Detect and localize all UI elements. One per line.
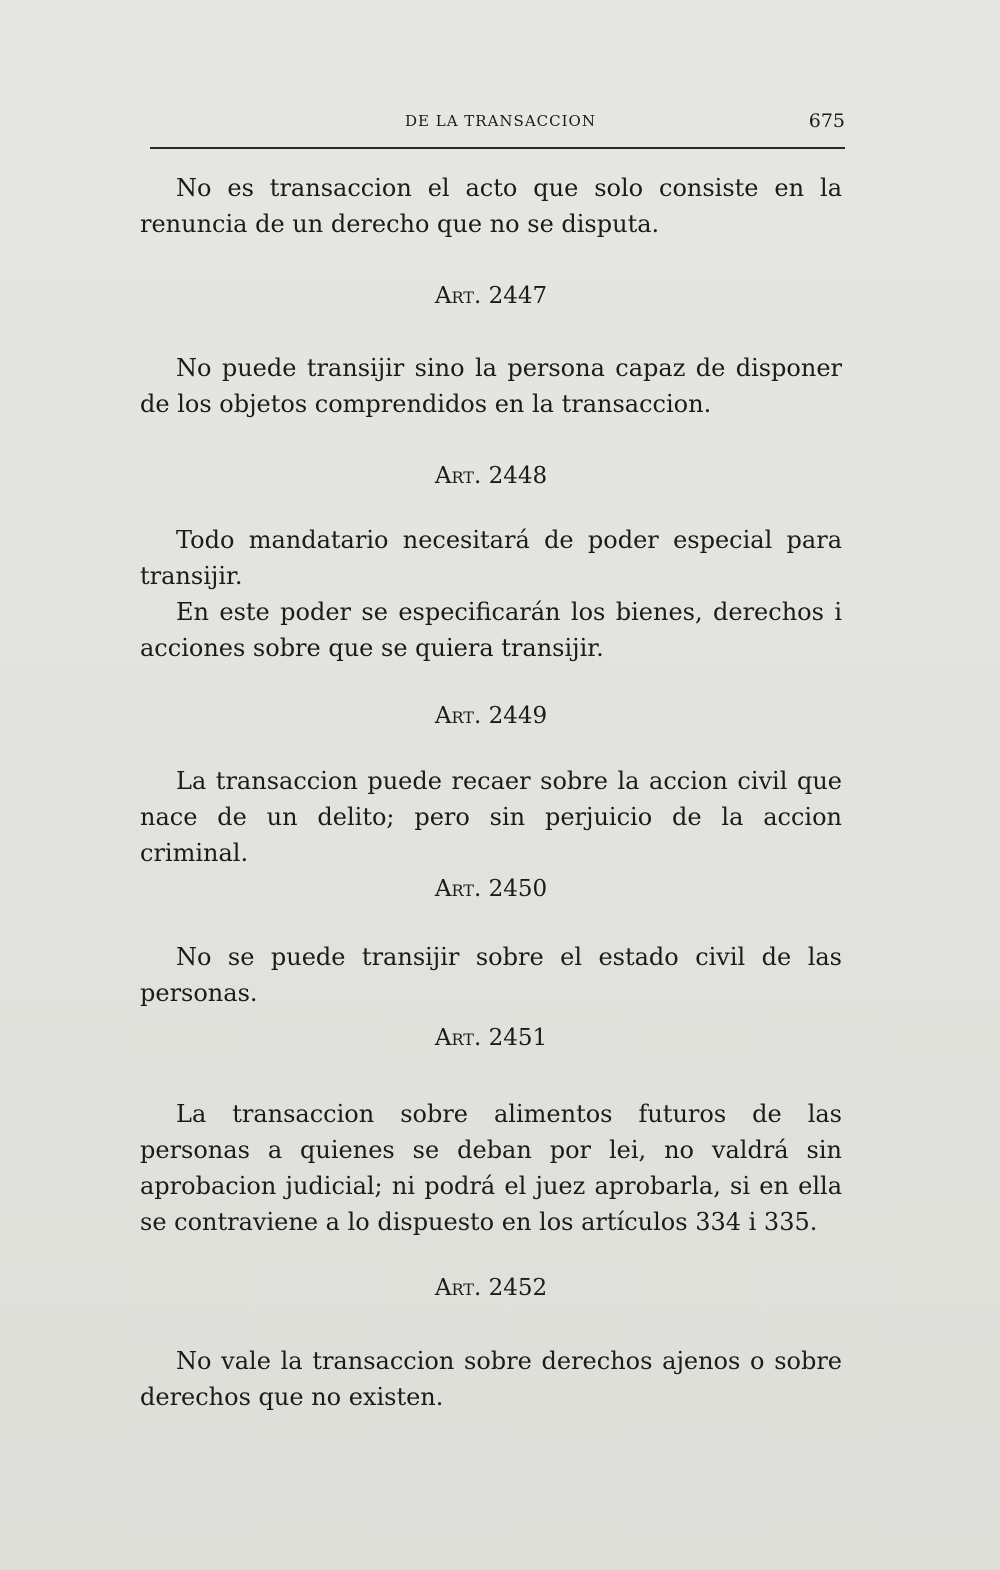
article-label: Art. (434, 1275, 482, 1301)
article-number: 2447 (488, 283, 548, 309)
article-label: Art. (434, 876, 482, 902)
article-number: 2452 (488, 1275, 548, 1301)
article-2451-paragraph: La transaccion sobre alimentos futuros de las personas a quienes se deban por lei, no valdrá sin aprobacion judicial; ni podrá el juez aprobarla, si en ella se contraviene a lo dispuesto en los artículos 334 i 335. (140, 1100, 842, 1236)
article-number: 2451 (488, 1025, 548, 1051)
article-number: 2450 (488, 876, 548, 902)
article-label: Art. (434, 283, 482, 309)
article-2448-paragraph-1: Todo mandatario necesitará de poder especial para transijir. (140, 526, 842, 590)
article-label: Art. (434, 463, 482, 489)
article-2448-paragraph-2: En este poder se especificarán los bienes, derechos i acciones sobre que se quiera transijir. (140, 598, 842, 662)
article-2447-paragraph: No puede transijir sino la persona capaz de disponer de los objetos comprendidos en la transaccion. (140, 354, 842, 418)
article-heading-2452 (140, 1275, 842, 1301)
running-title: DE LA TRANSACCION (405, 112, 596, 130)
article-2452-paragraph: No vale la transaccion sobre derechos ajenos o sobre derechos que no existen. (140, 1347, 842, 1411)
article-label: Art. (434, 1025, 482, 1051)
article-heading-2450 (140, 876, 842, 902)
running-head (145, 112, 845, 136)
header-rule (150, 147, 845, 149)
article-2449-paragraph: La transaccion puede recaer sobre la accion civil que nace de un delito; pero sin perjuicio de la accion criminal. (140, 767, 842, 867)
article-number: 2448 (488, 463, 548, 489)
intro-paragraph: No es transaccion el acto que solo consiste en la renuncia de un derecho que no se disputa. (140, 174, 842, 238)
article-heading-2451 (140, 1025, 842, 1051)
article-heading-2448 (140, 463, 842, 489)
article-2450-paragraph: No se puede transijir sobre el estado civil de las personas. (140, 943, 842, 1007)
article-number: 2449 (488, 703, 548, 729)
article-heading-2447 (140, 283, 842, 309)
article-heading-2449 (140, 703, 842, 729)
article-label: Art. (434, 703, 482, 729)
page-number: 675 (808, 110, 845, 132)
